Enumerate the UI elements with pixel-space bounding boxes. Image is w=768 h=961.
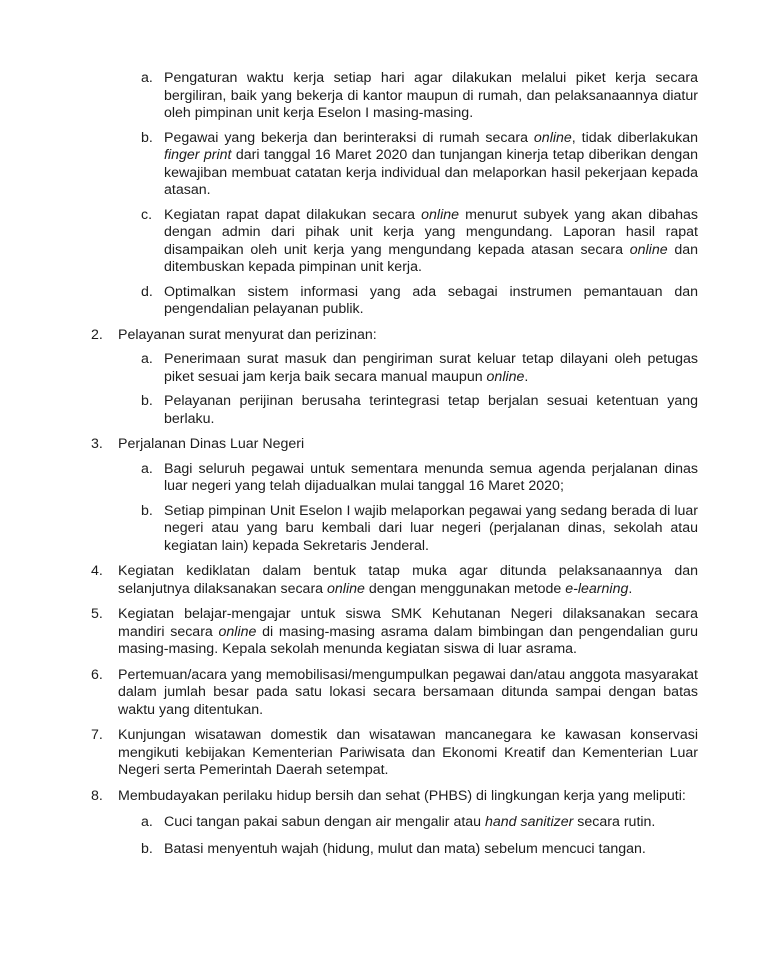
- subitem-1d: d. Optimalkan sistem informasi yang ada sebagai instrumen pemantauan dan pengendalian pelayanan publik.: [141, 283, 698, 317]
- subitem-letter: a.: [141, 351, 153, 367]
- item-number: 5.: [91, 606, 103, 622]
- subitem-8b: b. Batasi menyentuh wajah (hidung, mulut dan mata) sebelum mencuci tangan.: [141, 840, 646, 857]
- item-number: 7.: [91, 727, 103, 743]
- subitem-3a: a. Bagi seluruh pegawai untuk sementara menunda semua agenda perjalanan dinas luar negeri yang telah dijadualkan mulai tanggal 16 Maret 2020;: [141, 460, 698, 494]
- list-item-3: 3. Perjalanan Dinas Luar Negeri: [91, 436, 305, 452]
- subitem-1a: a. Pengaturan waktu kerja setiap hari agar dilakukan melalui piket kerja secara bergiliran, baik yang bekerja di kantor maupun di rumah, dan pelaksanaannya diatur oleh pimpinan unit kerja Eselon I masing-masing.: [141, 70, 698, 121]
- subitem-1c: c. Kegiatan rapat dapat dilakukan secara online menurut subyek yang akan dibahas dengan admin dari pihak unit kerja yang mengundang. Laporan hasil rapat disampaikan oleh unit kerja yang mengundang kepada atasan secara online dan ditembuskan kepada pimpinan unit kerja.: [141, 206, 698, 275]
- item-number: 3.: [91, 436, 103, 452]
- subitem-letter: a.: [141, 70, 153, 86]
- subitem-2b: b. Pelayanan perijinan berusaha terintegrasi tetap berjalan sesuai ketentuan yang berlaku.: [141, 393, 698, 427]
- subitem-letter: b.: [141, 840, 153, 857]
- list-item-8: 8. Membudayakan perilaku hidup bersih dan sehat (PHBS) di lingkungan kerja yang meliputi:: [91, 787, 686, 804]
- list-item-6: 6. Pertemuan/acara yang memobilisasi/mengumpulkan pegawai dan/atau anggota masyarakat dalam jumlah besar pada satu lokasi secara bersamaan ditunda sampai dengan batas waktu yang ditentukan.: [91, 666, 698, 718]
- subitem-8a: a. Cuci tangan pakai sabun dengan air mengalir atau hand sanitizer secara rutin.: [141, 814, 656, 830]
- list-item-4: 4. Kegiatan kediklatan dalam bentuk tatap muka agar ditunda pelaksanaannya dan selanjutnya dilaksanakan secara online dengan menggunakan metode e-learning.: [91, 563, 698, 597]
- subitem-1b: b. Pegawai yang bekerja dan berinteraksi di rumah secara online, tidak diberlakukan finger print dari tanggal 16 Maret 2020 dan tunjangan kinerja tetap diberikan dengan kewajiban membuat catatan kerja individual dan melaporkan hasil pekerjaan kepada atasan.: [141, 129, 699, 198]
- list-item-7: 7. Kunjungan wisatawan domestik dan wisatawan mancanegara ke kawasan konservasi mengikuti kebijakan Kementerian Pariwisata dan Ekonomi Kreatif dan Kementerian Luar Negeri serta Pemerintah Daerah setempat.: [91, 727, 698, 778]
- subitem-letter: a.: [141, 814, 153, 830]
- subitem-letter: c.: [141, 206, 153, 223]
- subitem-3b: b. Setiap pimpinan Unit Eselon I wajib melaporkan pegawai yang sedang berada di luar negeri atau yang baru kembali dari luar negeri (perjalanan dinas, sekolah atau kegiatan lain) kepada Sekretaris Jenderal.: [141, 502, 698, 554]
- subitem-letter: a.: [141, 460, 153, 477]
- list-item-5: 5. Kegiatan belajar-mengajar untuk siswa SMK Kehutanan Negeri dilaksanakan secara mandiri secara online di masing-masing asrama dalam bimbingan dan pengendalian guru masing-masing. Kepala sekolah menunda kegiatan siswa di luar asrama.: [91, 606, 698, 657]
- subitem-2a: a. Penerimaan surat masuk dan pengiriman surat keluar tetap dilayani oleh petugas piket sesuai jam kerja baik secara manual maupun online.: [141, 351, 698, 385]
- item-number: 2.: [91, 326, 103, 343]
- subitem-letter: b.: [141, 393, 153, 409]
- list-item-2: 2. Pelayanan surat menyurat dan perizinan:: [91, 326, 377, 343]
- item-number: 8.: [91, 787, 103, 804]
- item-number: 6.: [91, 666, 103, 683]
- subitem-letter: b.: [141, 502, 153, 519]
- item-number: 4.: [91, 563, 103, 579]
- subitem-letter: b.: [141, 129, 153, 146]
- subitem-letter: d.: [141, 283, 153, 300]
